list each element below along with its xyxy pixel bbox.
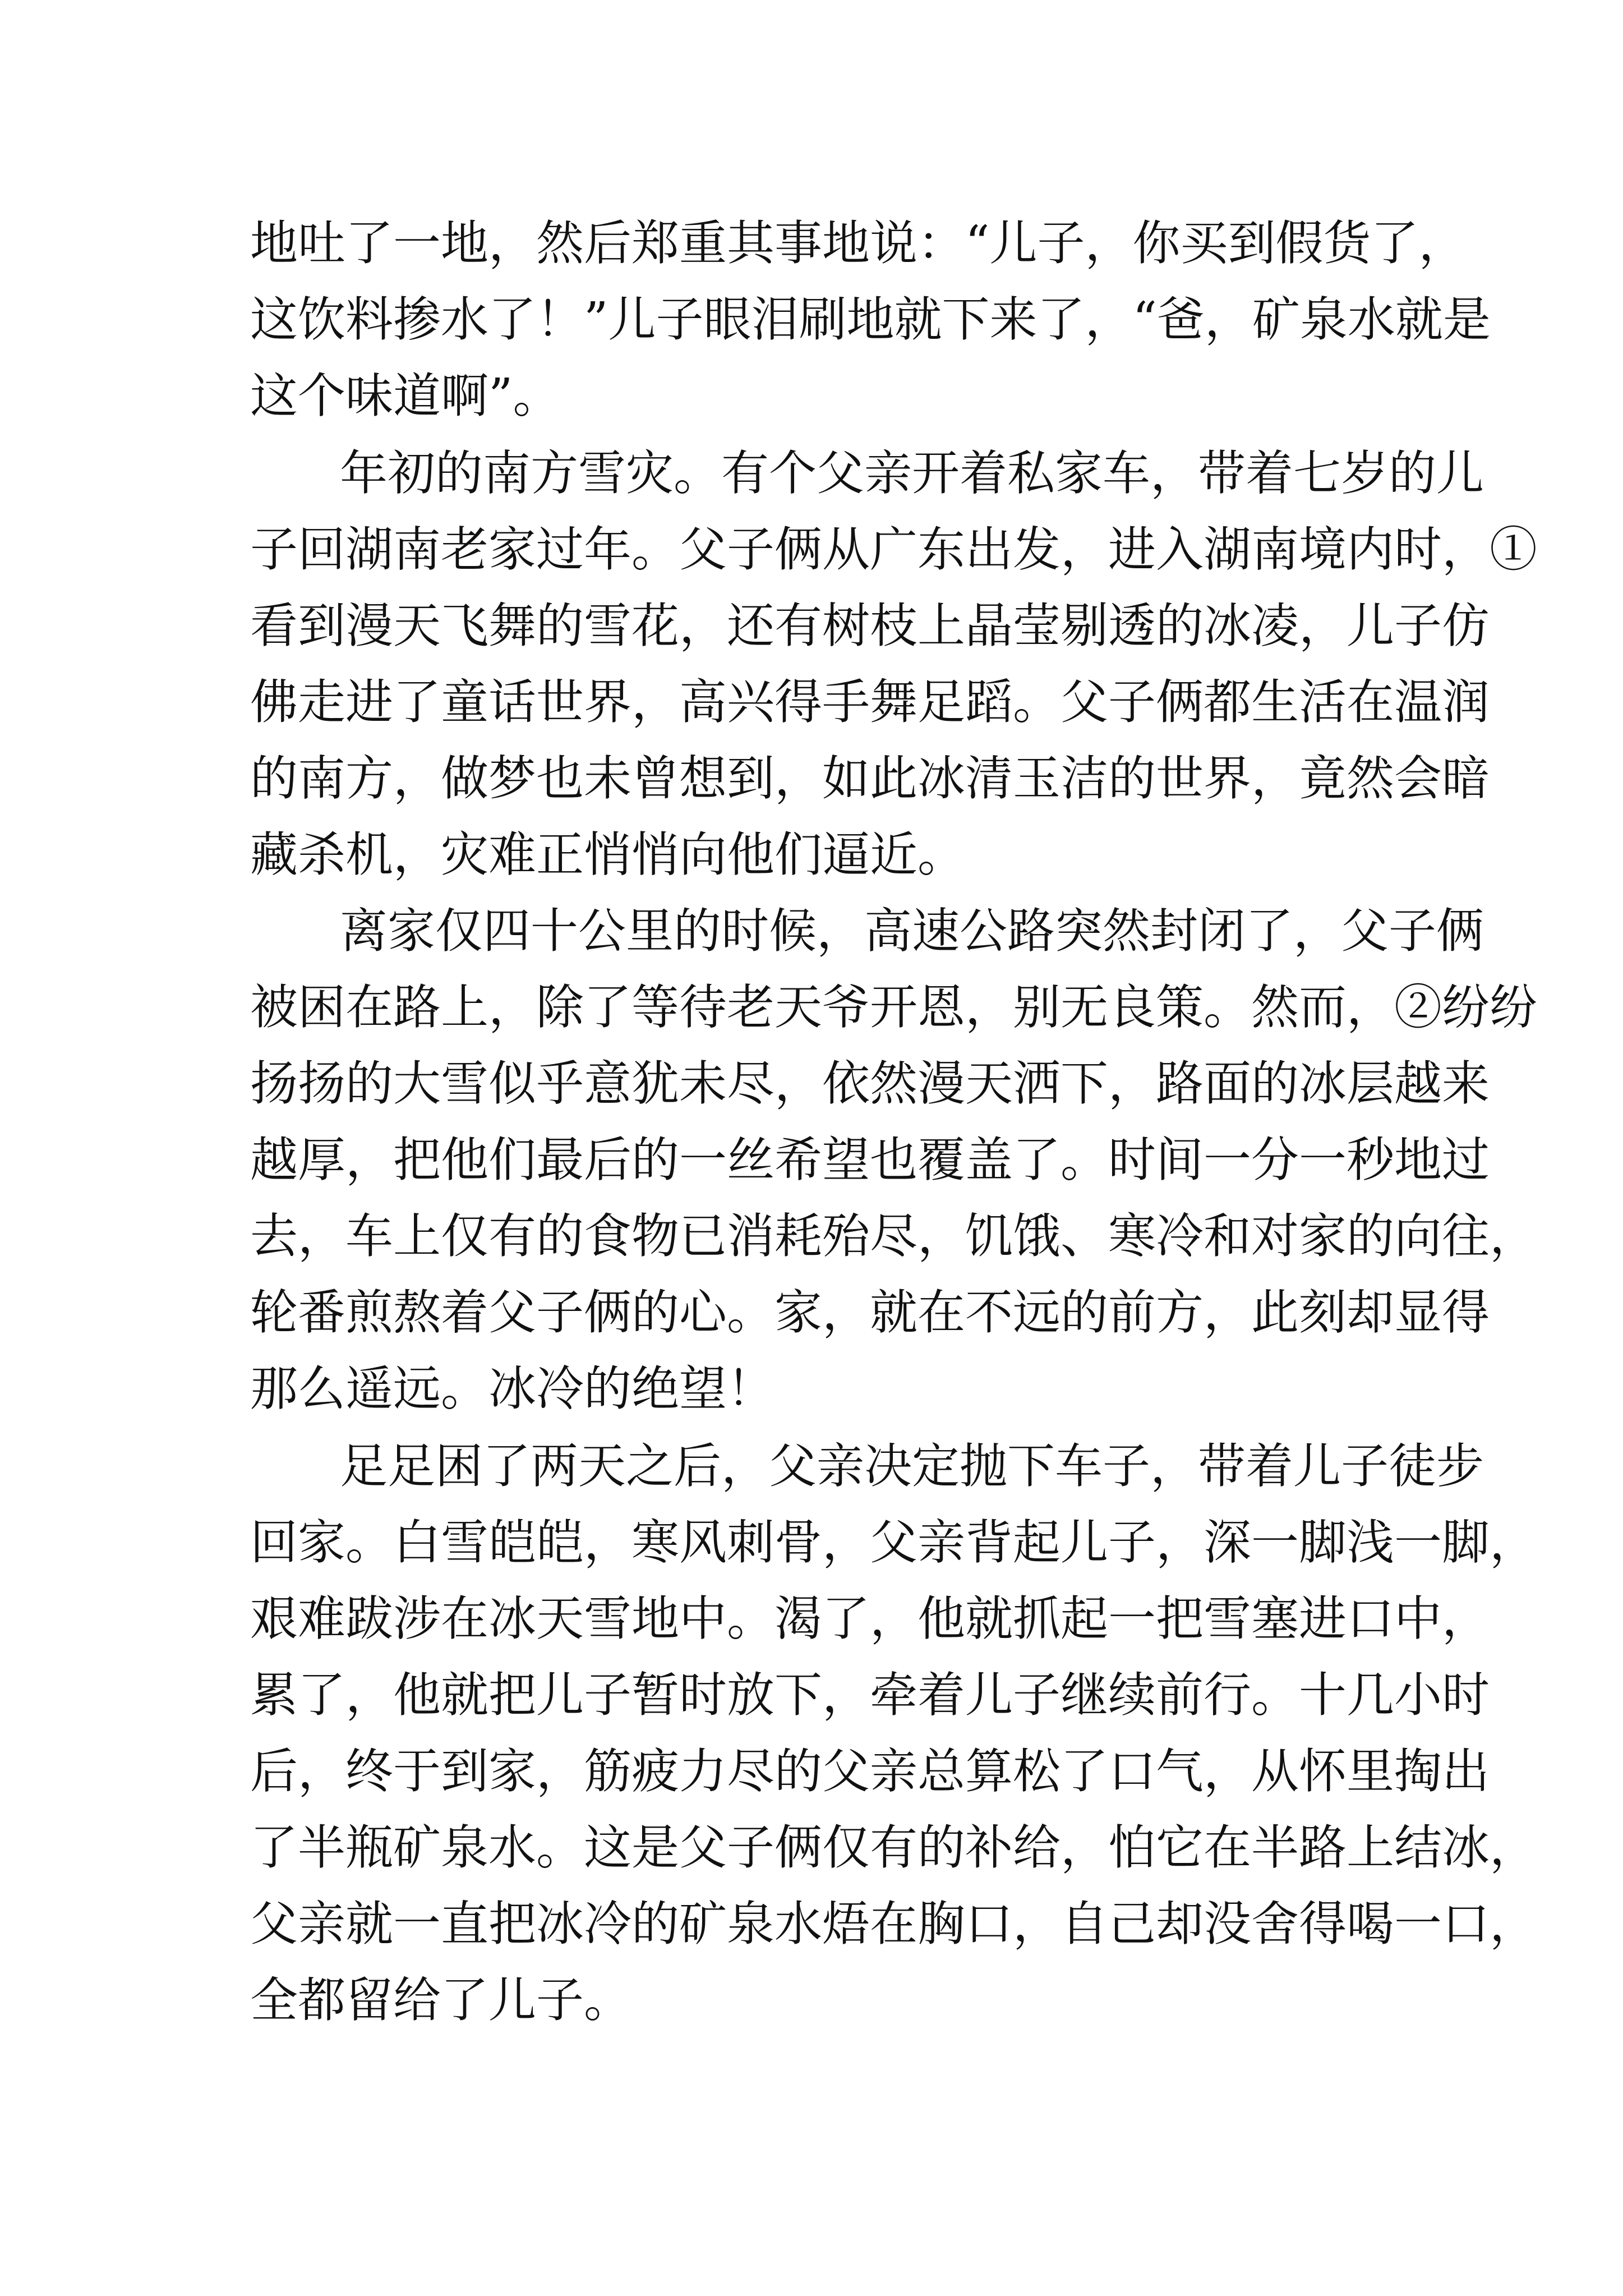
- text-line: 父亲就一直把冰冷的矿泉水焐在胸口，自己却没舍得喝一口，: [250, 1897, 1538, 1952]
- text-line: 累了，他就把儿子暂时放下，牵着儿子继续前行。十几小时: [250, 1668, 1490, 1723]
- text-line: 子回湖南老家过年。父子俩从广东出发，进入湖南境内时，①: [250, 522, 1538, 578]
- text-line: 那么遥远。冰冷的绝望！: [250, 1361, 775, 1417]
- text-line: 被困在路上，除了等待老天爷开恩，别无良策。然而，②纷纷: [250, 980, 1538, 1036]
- text-line: 去，车上仅有的食物已消耗殆尽，饥饿、寒冷和对家的向往，: [250, 1209, 1538, 1264]
- text-line: 了半瓶矿泉水。这是父子俩仅有的补给，怕它在半路上结冰，: [250, 1820, 1538, 1876]
- text-line: 地吐了一地，然后郑重其事地说：“儿子，你买到假货了，: [250, 216, 1467, 272]
- text-line: 藏杀机，灾难正悄悄向他们逼近。: [250, 827, 966, 883]
- text-line: 的南方，做梦也未曾想到，如此冰清玉洁的世界，竟然会暗: [250, 751, 1490, 807]
- text-line: 扬扬的大雪似乎意犹未尽，依然漫天洒下，路面的冰层越来: [250, 1056, 1490, 1112]
- document-page: [250, 0, 1538, 2296]
- text-line: 全都留给了儿子。: [250, 1973, 632, 2028]
- text-line: 年初的南方雪灾。有个父亲开着私家车，带着七岁的儿: [340, 446, 1484, 501]
- text-line: 离家仅四十公里的时候，高速公路突然封闭了，父子俩: [340, 904, 1484, 959]
- text-line: 艰难跋涉在冰天雪地中。渴了，他就抓起一把雪塞进口中，: [250, 1591, 1490, 1647]
- text-line: 轮番煎熬着父子俩的心。家，就在不远的前方，此刻却显得: [250, 1285, 1490, 1341]
- text-line: 这饮料掺水了！”儿子眼泪刷地就下来了，“爸，矿泉水就是: [250, 292, 1491, 348]
- text-line: 看到漫天飞舞的雪花，还有树枝上晶莹剔透的冰凌，儿子仿: [250, 599, 1490, 654]
- text-line: 越厚，把他们最后的一丝希望也覆盖了。时间一分一秒地过: [250, 1133, 1490, 1188]
- text-line: 足足困了两天之后，父亲决定抛下车子，带着儿子徒步: [340, 1439, 1484, 1494]
- paragraph-4: [250, 0, 1538, 2296]
- text-line: 回家。白雪皑皑，寒风刺骨，父亲背起儿子，深一脚浅一脚，: [250, 1515, 1538, 1571]
- text-line: 佛走进了童话世界，高兴得手舞足蹈。父子俩都生活在温润: [250, 675, 1490, 730]
- text-line: 这个味道啊”。: [250, 369, 561, 424]
- text-line: 后，终于到家，筋疲力尽的父亲总算松了口气，从怀里掏出: [250, 1744, 1490, 1800]
